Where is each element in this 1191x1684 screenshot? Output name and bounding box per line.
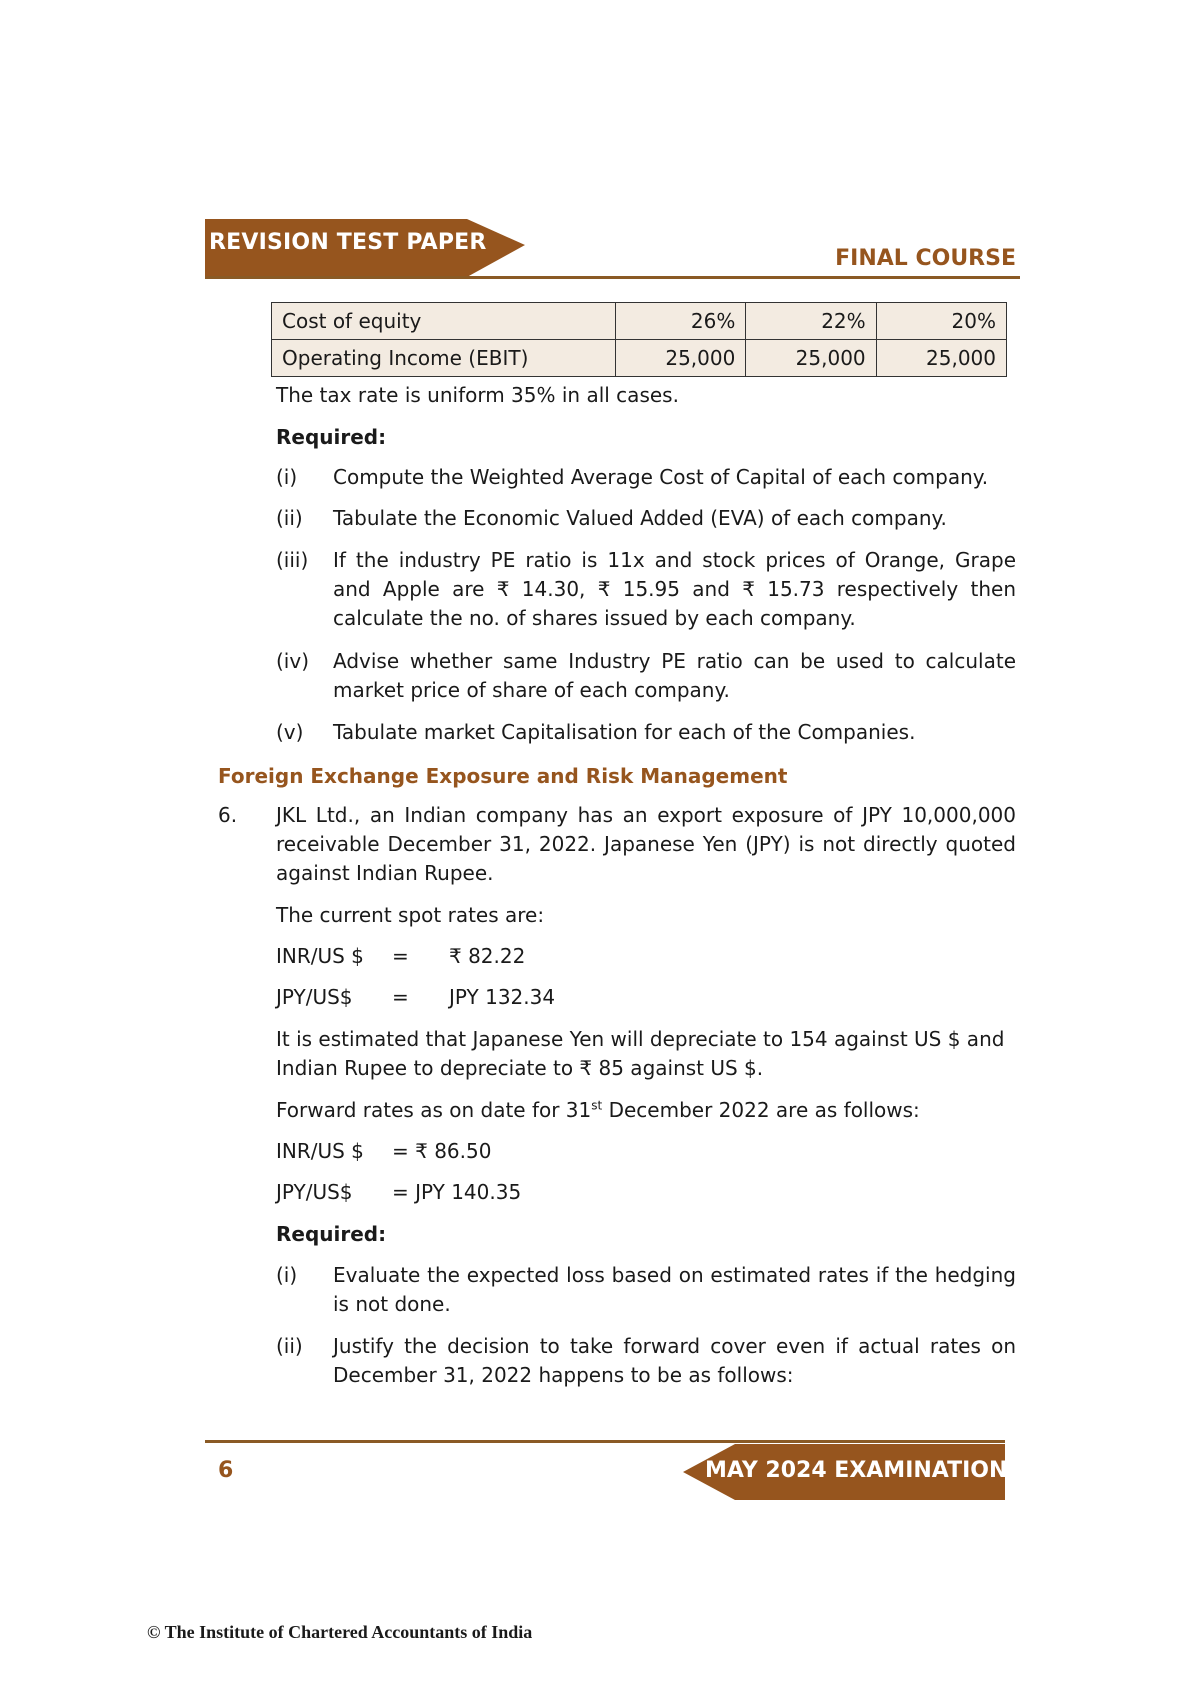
footer-exam: MAY 2024 EXAMINATION — [705, 1458, 1008, 1483]
cell-value: 25,000 — [876, 340, 1006, 377]
row-label: Operating Income (EBIT) — [272, 340, 616, 377]
required-heading: Required: — [276, 1222, 387, 1246]
spot-pair: JPY/US$ — [276, 985, 353, 1009]
cell-value: 25,000 — [746, 340, 876, 377]
item-number: (iii) — [276, 548, 309, 572]
forward-intro-post: December 2022 are as follows: — [602, 1098, 920, 1122]
item-text: Justify the decision to take forward cover even if actual rates on December 31, 2022 happens to be as follows: — [333, 1334, 1016, 1387]
forward-pair: INR/US $ — [276, 1139, 364, 1163]
spot-pair: INR/US $ — [276, 944, 364, 968]
item-text: Advise whether same Industry PE ratio can be used to calculate market price of share of each company. — [333, 649, 1016, 702]
spot-rates-intro: The current spot rates are: — [276, 903, 545, 927]
question-intro: JKL Ltd., an Indian company has an export exposure of JPY 10,000,000 receivable December 31, 2022. Japanese Yen (JPY) is not directly quoted against Indian Rupee. — [276, 803, 1016, 885]
forward-pair: JPY/US$ — [276, 1180, 353, 1204]
forward-rates-intro — [276, 1096, 1016, 1125]
tax-note: The tax rate is uniform 35% in all cases. — [276, 383, 679, 407]
spot-equals: = — [392, 985, 409, 1009]
item-number: (i) — [276, 465, 298, 489]
forward-intro-sup: st — [591, 1098, 603, 1113]
item-text: Evaluate the expected loss based on estimated rates if the hedging is not done. — [333, 1263, 1016, 1316]
company-data-table — [271, 302, 1007, 377]
spot-equals: = — [392, 944, 409, 968]
header-rule — [205, 276, 1020, 279]
item-number: (v) — [276, 720, 304, 744]
forward-value: = ₹ 86.50 — [392, 1139, 492, 1163]
row-label: Cost of equity — [272, 303, 616, 340]
section-heading: Foreign Exchange Exposure and Risk Management — [218, 764, 788, 788]
cell-value: 20% — [876, 303, 1006, 340]
item-number: (i) — [276, 1263, 298, 1287]
header-title: REVISION TEST PAPER — [209, 230, 487, 255]
item-number: (ii) — [276, 1334, 303, 1358]
item-text: If the industry PE ratio is 11x and stock prices of Orange, Grape and Apple are ₹ 14.30, ₹ 15.95 and ₹ 15.73 respectively then calculate the no. of shares issued by each company. — [333, 548, 1016, 630]
cell-value: 25,000 — [616, 340, 746, 377]
spot-value: JPY 132.34 — [449, 985, 556, 1009]
header-course: FINAL COURSE — [835, 246, 1016, 271]
cell-value: 22% — [746, 303, 876, 340]
cell-value: 26% — [616, 303, 746, 340]
table-row — [272, 303, 1007, 340]
item-number: (iv) — [276, 649, 309, 673]
question-number: 6. — [218, 803, 238, 827]
forward-value: = JPY 140.35 — [392, 1180, 522, 1204]
table-row — [272, 340, 1007, 377]
estimate-text: It is estimated that Japanese Yen will depreciate to 154 against US $ and Indian Rupee to depreciate to ₹ 85 against US $. — [276, 1027, 1005, 1080]
item-text: Tabulate market Capitalisation for each of the Companies. — [333, 720, 916, 744]
item-number: (ii) — [276, 506, 303, 530]
item-text: Tabulate the Economic Valued Added (EVA) of each company. — [333, 506, 947, 530]
forward-intro-pre: Forward rates as on date for 31 — [276, 1098, 592, 1122]
copyright-notice: © The Institute of Chartered Accountants of India — [147, 1622, 533, 1642]
spot-value: ₹ 82.22 — [449, 944, 526, 968]
page-number: 6 — [218, 1458, 234, 1483]
item-text: Compute the Weighted Average Cost of Capital of each company. — [333, 465, 989, 489]
required-heading: Required: — [276, 425, 387, 449]
